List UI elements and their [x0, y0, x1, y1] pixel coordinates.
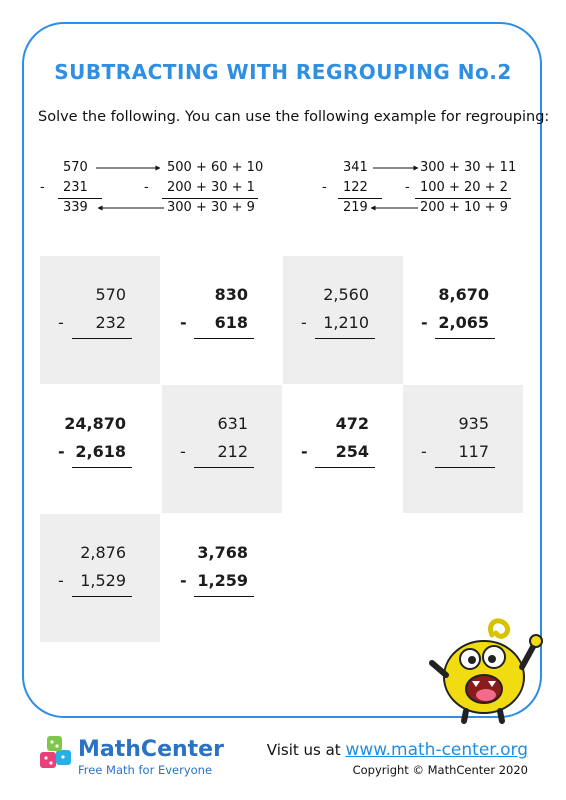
problem-minus: - [180, 313, 187, 332]
problem-minus: - [421, 442, 427, 461]
example-subtrahend: 231 [63, 180, 88, 195]
example-result: 339 [63, 200, 88, 215]
example-expanded-top: 300 + 30 + 11 [420, 160, 517, 175]
answer-line [435, 467, 495, 468]
website-link[interactable]: www.math-center.org [345, 740, 528, 760]
problem-minuend: 24,870 [64, 414, 126, 433]
problem-cell [283, 256, 403, 384]
problem-subtrahend: 232 [95, 313, 126, 332]
answer-line [315, 338, 375, 339]
answer-line [72, 596, 132, 597]
example-minus: - [144, 180, 149, 195]
answer-line [72, 338, 132, 339]
problem-minuend: 8,670 [438, 285, 489, 304]
example-result: 219 [343, 200, 368, 215]
problem-minus: - [301, 442, 308, 461]
answer-line [194, 338, 254, 339]
problem-subtrahend: 2,618 [75, 442, 126, 461]
problem-minuend: 2,876 [80, 543, 126, 562]
brand-name: MathCenter [78, 737, 224, 762]
problem-minuend: 2,560 [323, 285, 369, 304]
example-rule [58, 198, 102, 199]
problem-minuend: 570 [95, 285, 126, 304]
problem-cell [403, 256, 523, 384]
answer-line [194, 467, 254, 468]
problem-minus: - [421, 313, 428, 332]
example-subtrahend: 122 [343, 180, 368, 195]
answer-line [194, 596, 254, 597]
problem-cell [162, 514, 282, 642]
example-expanded-top: 500 + 60 + 10 [167, 160, 264, 175]
problem-minus: - [301, 313, 307, 332]
problem-minuend: 472 [335, 414, 369, 433]
example-rule [415, 198, 511, 199]
example-minuend: 341 [343, 160, 368, 175]
example-minuend: 570 [63, 160, 88, 175]
visit-line [267, 740, 528, 760]
example-expanded-bot: 300 + 30 + 9 [167, 200, 255, 215]
example-expanded-mid: 200 + 30 + 1 [167, 180, 255, 195]
problem-cell [40, 385, 160, 513]
problem-minus: - [58, 571, 64, 590]
copyright: Copyright © MathCenter 2020 [352, 763, 528, 777]
problem-subtrahend: 2,065 [438, 313, 489, 332]
answer-line [72, 467, 132, 468]
problem-cell [283, 385, 403, 513]
problem-minus: - [58, 313, 64, 332]
mathcenter-logo-icon [38, 730, 74, 776]
example-rule [338, 198, 382, 199]
problem-minuend: 830 [214, 285, 248, 304]
example-minus: - [322, 180, 327, 195]
problem-subtrahend: 1,210 [323, 313, 369, 332]
worksheet-title: SUBTRACTING WITH REGROUPING No.2 [54, 60, 512, 84]
problem-cell [40, 256, 160, 384]
problem-minus: - [180, 442, 186, 461]
problem-cell [162, 256, 282, 384]
problem-minuend: 935 [458, 414, 489, 433]
problem-subtrahend: 212 [217, 442, 248, 461]
problem-subtrahend: 1,529 [80, 571, 126, 590]
example-expanded-mid: 100 + 20 + 2 [420, 180, 508, 195]
problem-minus: - [58, 442, 65, 461]
problem-subtrahend: 117 [458, 442, 489, 461]
problem-subtrahend: 254 [335, 442, 369, 461]
answer-line [315, 467, 375, 468]
problem-minuend: 3,768 [197, 543, 248, 562]
problem-cell [162, 385, 282, 513]
problem-minus: - [180, 571, 187, 590]
answer-line [435, 338, 495, 339]
problem-subtrahend: 618 [214, 313, 248, 332]
problem-minuend: 631 [217, 414, 248, 433]
brand-tagline: Free Math for Everyone [78, 763, 213, 777]
instructions: Solve the following. You can use the following example for regrouping: [38, 109, 550, 125]
example-expanded-bot: 200 + 10 + 9 [420, 200, 508, 215]
visit-label: Visit us at [266, 741, 341, 759]
example-rule [162, 198, 258, 199]
problem-cell [403, 385, 523, 513]
example-minus: - [405, 180, 410, 195]
monster-mascot-icon [428, 615, 543, 725]
problem-subtrahend: 1,259 [197, 571, 248, 590]
problem-cell [40, 514, 160, 642]
example-minus: - [40, 180, 45, 195]
